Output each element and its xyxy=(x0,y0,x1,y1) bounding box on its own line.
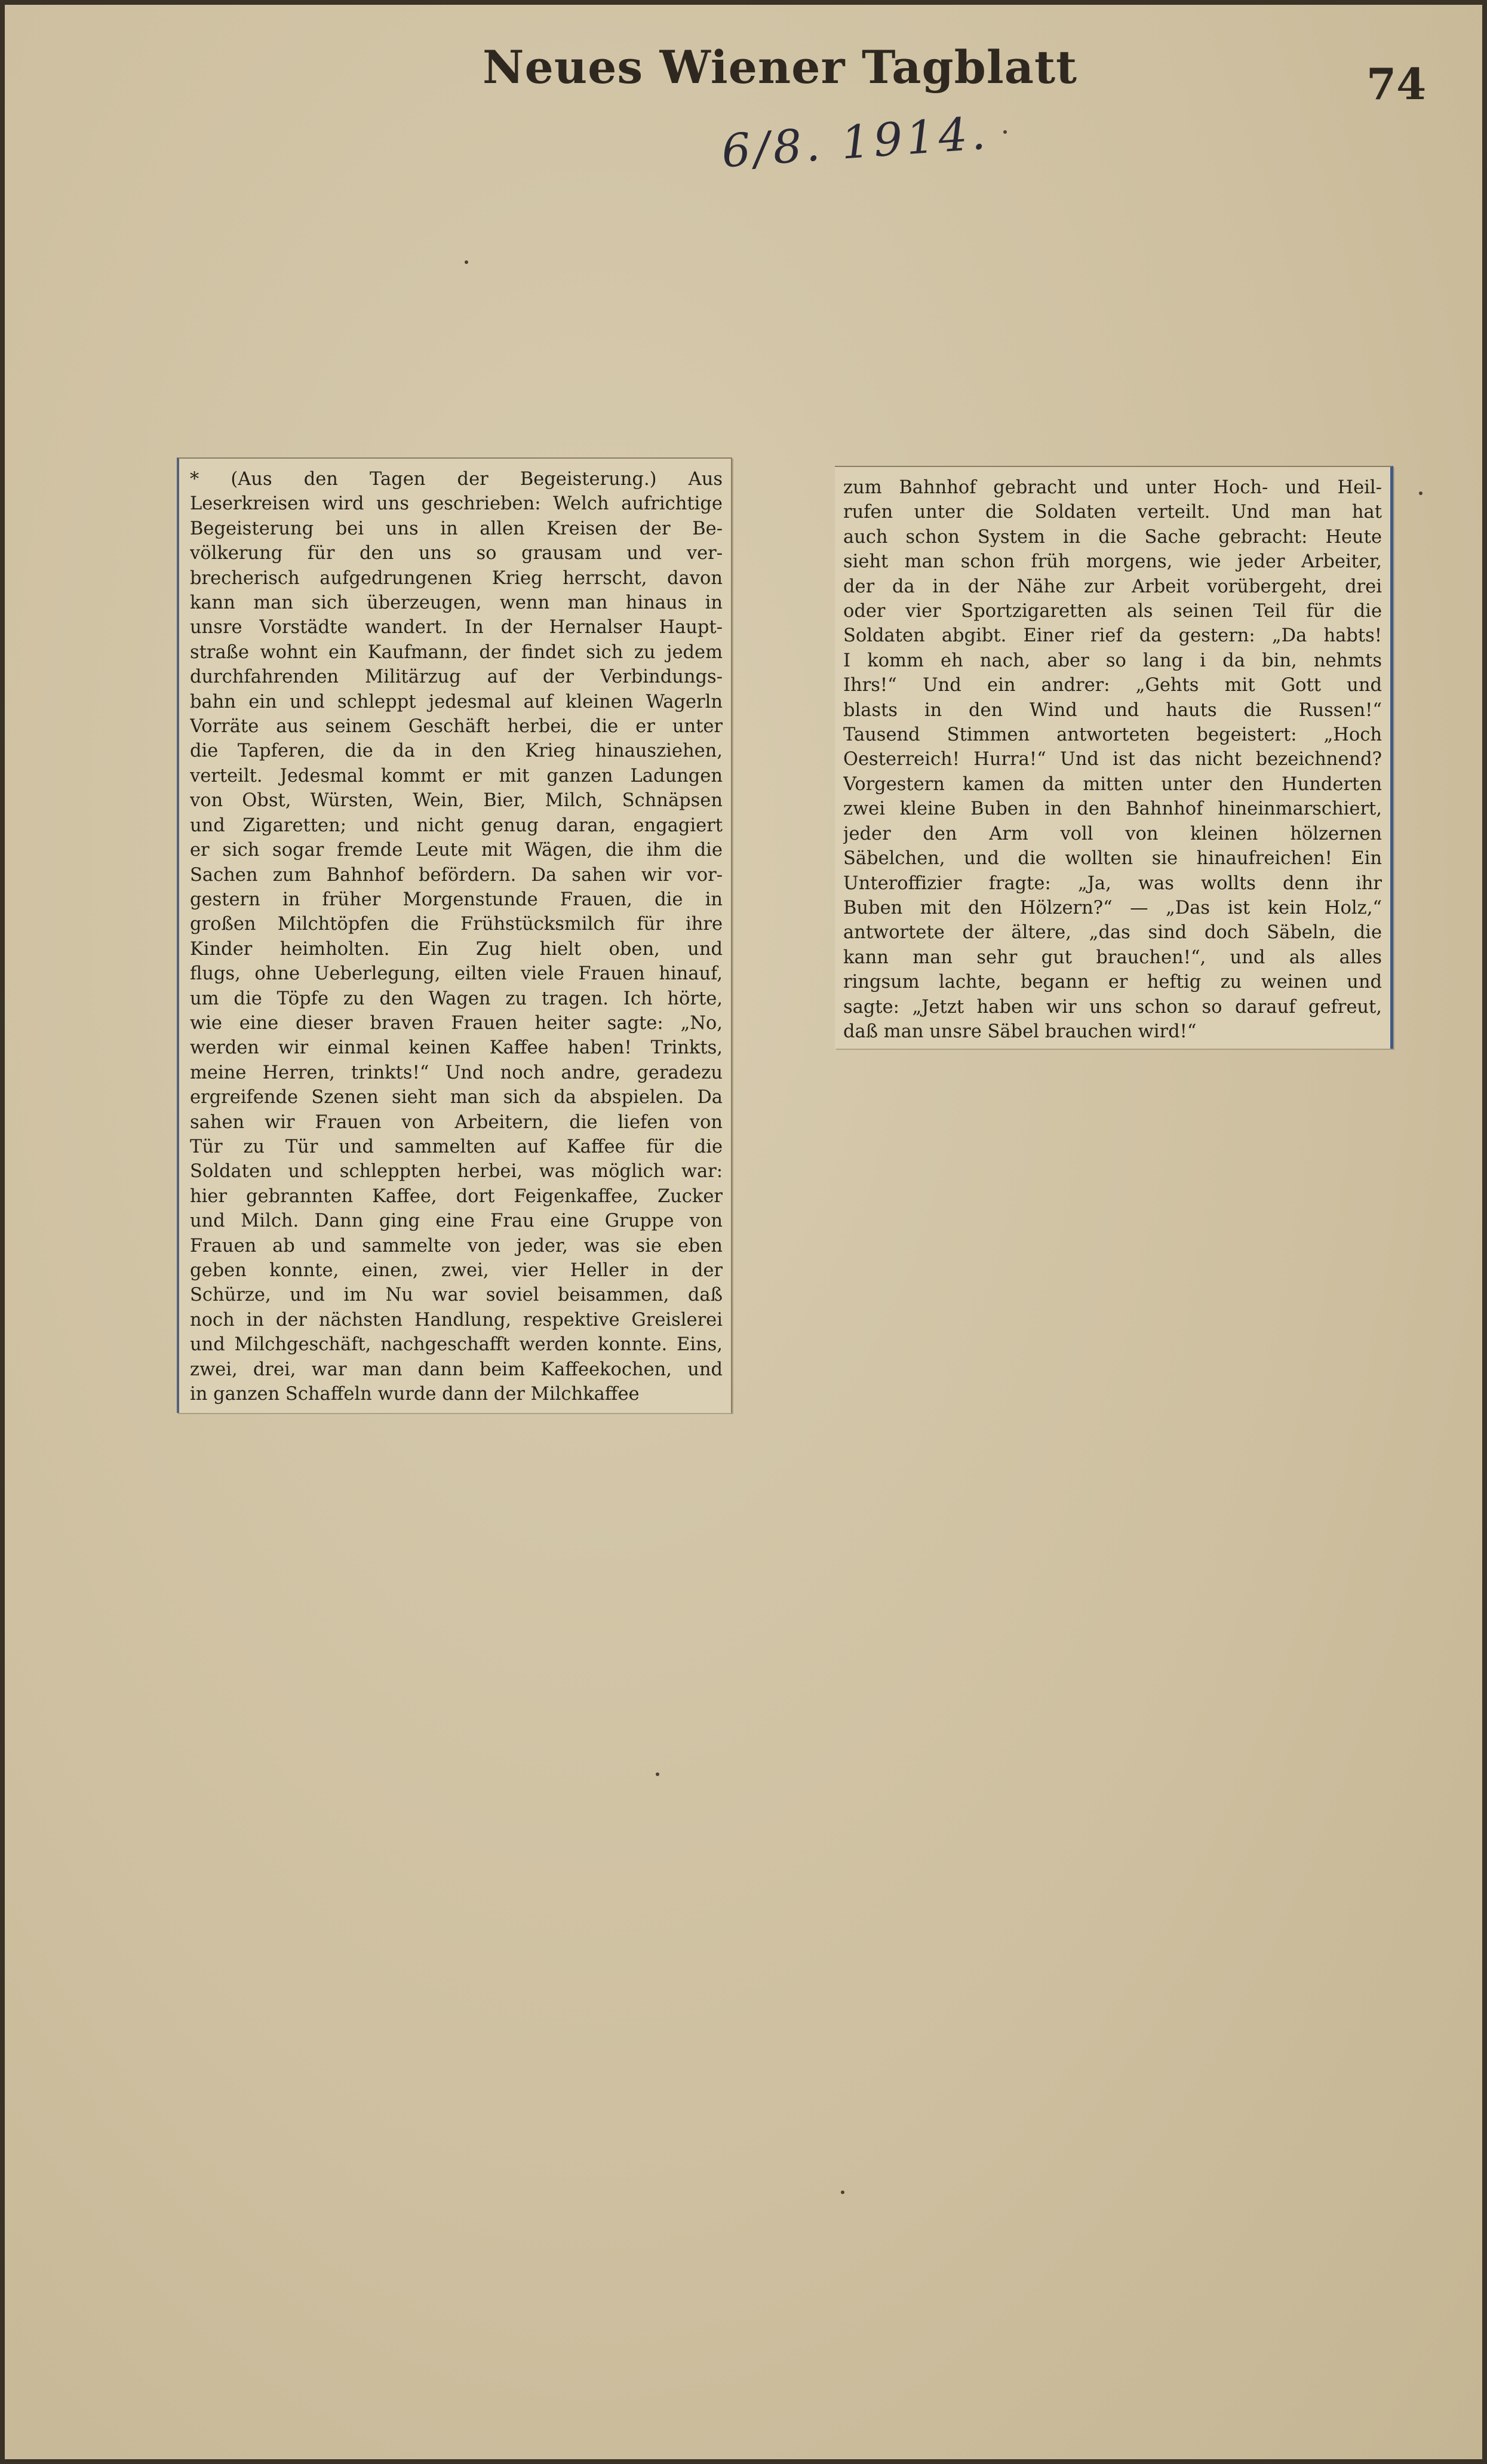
article-line: hier gebrannten Kaffee, dort Feigenkaffee, Zucker xyxy=(190,1185,723,1207)
article-line: Ihrs!“ Und ein andrer: „Gehts mit Gott und xyxy=(843,675,1382,696)
article-line: antwortete der ältere, „das sind doch Säbeln, die xyxy=(843,922,1382,944)
article-line: blasts in den Wind und hauts die Russen!“ xyxy=(843,699,1382,721)
article-line: bahn ein und schleppt jedesmal auf kleinen Wagerln xyxy=(190,691,723,712)
article-line: Soldaten abgibt. Einer rief da gestern: „Da habts! xyxy=(843,625,1382,647)
clipping-right xyxy=(835,466,1393,1049)
newspaper-title: Neues Wiener Tagblatt xyxy=(483,41,1078,94)
article-line: Frauen ab und sammelte von jeder, was sie eben xyxy=(190,1235,723,1256)
article-line: Vorräte aus seinem Geschäft herbei, die er unter xyxy=(190,716,723,738)
article-line: unsre Vorstädte wandert. In der Hernalser Haupt- xyxy=(190,617,723,638)
article-line: Unteroffizier fragte: „Ja, was wollts denn ihr xyxy=(843,872,1382,894)
article-line: er sich sogar fremde Leute mit Wägen, die ihm die xyxy=(190,840,723,861)
article-line: großen Milchtöpfen die Frühstücksmilch für ihre xyxy=(190,914,723,935)
article-line: kann man sich überzeugen, wenn man hinaus in xyxy=(190,592,723,614)
article-line: oder vier Sportzigaretten als seinen Teil für die xyxy=(843,601,1382,622)
article-line: flugs, ohne Ueberlegung, eilten viele Frauen hinauf, xyxy=(190,963,723,985)
article-line: und Milchgeschäft, nachgeschafft werden konnte. Eins, xyxy=(190,1334,723,1356)
article-line: straße wohnt ein Kaufmann, der findet sich zu jedem xyxy=(190,641,723,663)
article-line: Leserkreisen wird uns geschrieben: Welch aufrichtige xyxy=(190,493,723,515)
paper-spot xyxy=(656,1772,659,1776)
article-line: verteilt. Jedesmal kommt er mit ganzen Ladungen xyxy=(190,765,723,786)
article-line: Vorgestern kamen da mitten unter den Hunderten xyxy=(843,773,1382,795)
article-line: ringsum lachte, begann er heftig zu weinen und xyxy=(843,972,1382,993)
paper-spot xyxy=(465,260,468,264)
article-line: sahen wir Frauen von Arbeitern, die liefen von xyxy=(190,1111,723,1133)
article-line: wie eine dieser braven Frauen heiter sagte: „No, xyxy=(190,1012,723,1034)
paper-spot xyxy=(1003,130,1007,134)
article-line: völkerung für den uns so grausam und ver- xyxy=(190,543,723,564)
article-line: zwei kleine Buben in den Bahnhof hineinmarschiert, xyxy=(843,798,1382,820)
article-line: jeder den Arm voll von kleinen hölzernen xyxy=(843,823,1382,844)
article-line: sieht man schon früh morgens, wie jeder Arbeiter, xyxy=(843,551,1382,573)
article-line: kann man sehr gut brauchen!“, und als alles xyxy=(843,947,1382,968)
article-line: auch schon System in die Sache gebracht: Heute xyxy=(843,526,1382,548)
page-number: 74 xyxy=(1366,59,1427,109)
article-line: der da in der Nähe zur Arbeit vorübergeht, drei xyxy=(843,576,1382,597)
article-line: Tür zu Tür und sammelten auf Kaffee für die xyxy=(190,1136,723,1157)
article-line: Kinder heimholten. Ein Zug hielt oben, und xyxy=(190,938,723,960)
article-line: Begeisterung bei uns in allen Kreisen der Be- xyxy=(190,518,723,539)
article-line: daß man unsre Säbel brauchen wird!“ xyxy=(843,1021,1197,1042)
article-line: und Zigaretten; und nicht genug daran, engagiert xyxy=(190,815,723,836)
article-line: zwei, drei, war man dann beim Kaffeekochen, und xyxy=(190,1359,723,1380)
article-line: Oesterreich! Hurra!“ Und ist das nicht bezeichnend? xyxy=(843,749,1382,770)
article-line: * (Aus den Tagen der Begeisterung.) Aus xyxy=(190,469,723,490)
article-line: in ganzen Schaffeln wurde dann der Milchkaffee xyxy=(190,1384,640,1405)
article-line: Sachen zum Bahnhof befördern. Da sahen wir vor- xyxy=(190,864,723,886)
article-line: durchfahrenden Militärzug auf der Verbindungs- xyxy=(190,666,723,688)
article-line: gestern in früher Morgenstunde Frauen, die in xyxy=(190,889,723,910)
article-line: werden wir einmal keinen Kaffee haben! Trinkts, xyxy=(190,1037,723,1059)
article-line: um die Töpfe zu den Wagen zu tragen. Ich hörte, xyxy=(190,988,723,1009)
article-line: rufen unter die Soldaten verteilt. Und man hat xyxy=(843,502,1382,523)
paper-spot xyxy=(841,2190,844,2194)
paper-spot xyxy=(1419,491,1423,495)
article-line: sagte: „Jetzt haben wir uns schon so darauf gefreut, xyxy=(843,996,1382,1018)
clipping-left xyxy=(177,457,732,1413)
article-line: von Obst, Würsten, Wein, Bier, Milch, Schnäpsen xyxy=(190,790,723,812)
article-line: brecherisch aufgedrungenen Krieg herrscht, davon xyxy=(190,567,723,589)
article-line: Säbelchen, und die wollten sie hinaufreichen! Ein xyxy=(843,848,1382,870)
article-line: ergreifende Szenen sieht man sich da abspielen. Da xyxy=(190,1087,723,1108)
article-line: noch in der nächsten Handlung, respektive Greislerei xyxy=(190,1309,723,1331)
article-line: meine Herren, trinkts!“ Und noch andre, geradezu xyxy=(190,1062,723,1083)
article-line: die Tapferen, die da in den Krieg hinausziehen, xyxy=(190,741,723,762)
article-line: Buben mit den Hölzern?“ — „Das ist kein Holz,“ xyxy=(843,897,1382,918)
article-line: Tausend Stimmen antworteten begeistert: „Hoch xyxy=(843,724,1382,746)
article-line: Soldaten und schleppten herbei, was möglich war: xyxy=(190,1161,723,1182)
article-line: I komm eh nach, aber so lang i da bin, nehmts xyxy=(843,650,1382,671)
article-line: und Milch. Dann ging eine Frau eine Gruppe von xyxy=(190,1211,723,1232)
article-line: Schürze, und im Nu war soviel beisammen, daß xyxy=(190,1285,723,1306)
article-line: geben konnte, einen, zwei, vier Heller in der xyxy=(190,1260,723,1281)
handwritten-date: 6/8. 1914. xyxy=(720,106,991,178)
article-line: zum Bahnhof gebracht und unter Hoch- und Heil- xyxy=(843,477,1382,498)
